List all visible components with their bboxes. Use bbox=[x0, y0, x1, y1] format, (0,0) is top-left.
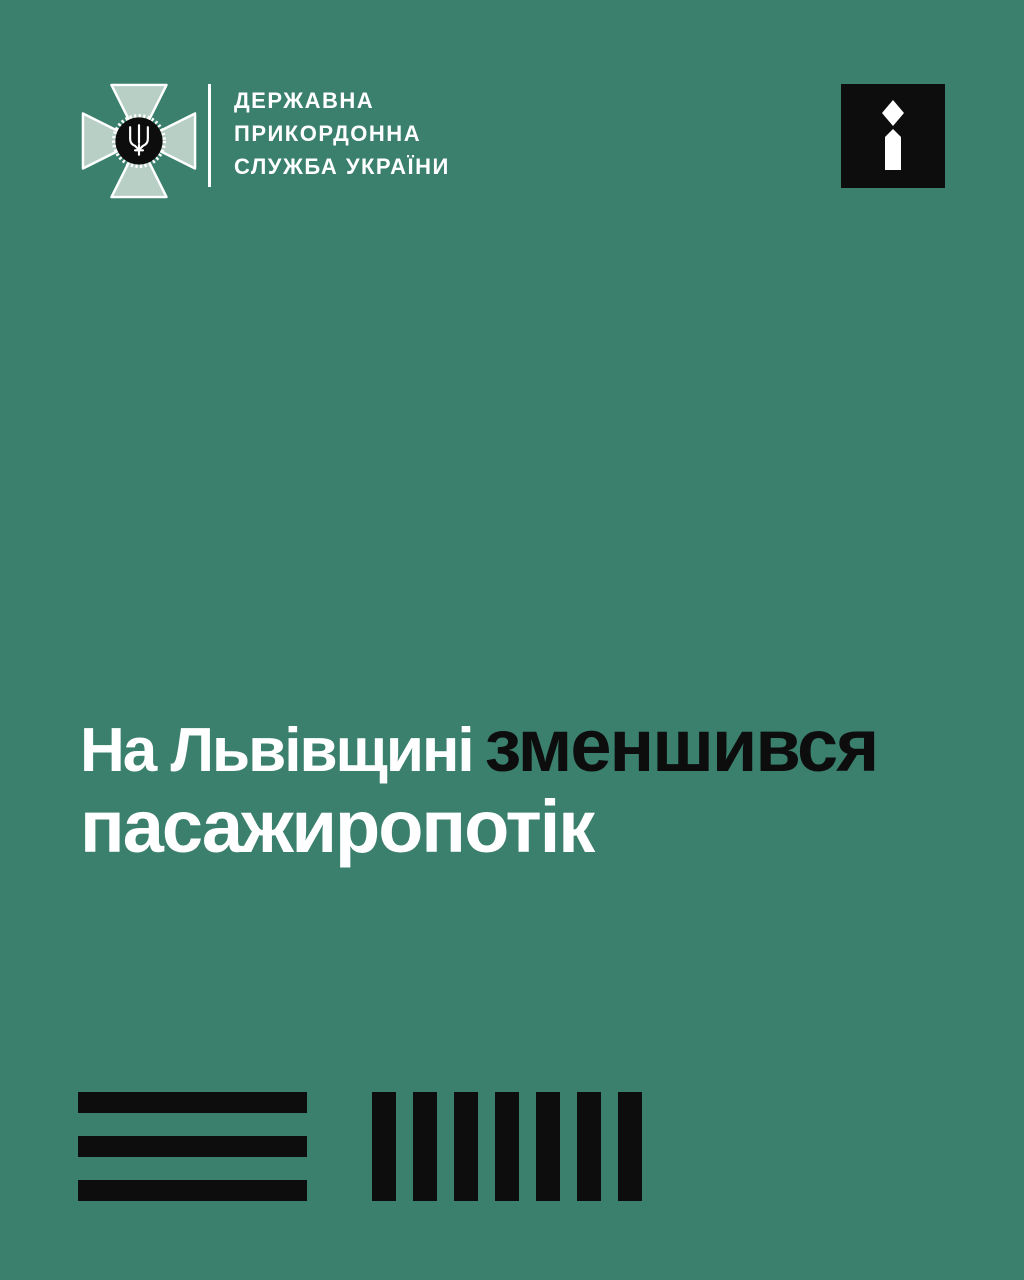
horizontal-bar bbox=[78, 1136, 307, 1157]
vertical-bar bbox=[372, 1092, 396, 1201]
headline-part-white-1: На Львівщині bbox=[80, 716, 473, 785]
org-name-line-3: СЛУЖБА УКРАЇНИ bbox=[234, 154, 450, 179]
org-name-line-2: ПРИКОРДОННА bbox=[234, 121, 422, 146]
horizontal-bars-decoration bbox=[78, 1092, 307, 1201]
horizontal-bar bbox=[78, 1092, 307, 1113]
vertical-bars-decoration bbox=[372, 1092, 642, 1201]
info-brand-icon bbox=[841, 84, 945, 188]
logo-divider bbox=[208, 84, 211, 187]
horizontal-bar bbox=[78, 1180, 307, 1201]
vertical-bar bbox=[495, 1092, 519, 1201]
headline-line-2 bbox=[80, 785, 877, 868]
vertical-bar bbox=[454, 1092, 478, 1201]
vertical-bar bbox=[577, 1092, 601, 1201]
border-guard-emblem-icon bbox=[80, 82, 198, 200]
org-name-line-1: ДЕРЖАВНА bbox=[234, 88, 375, 113]
vertical-bar bbox=[618, 1092, 642, 1201]
headline-part-white-2: пасажиропотік bbox=[80, 785, 594, 868]
vertical-bar bbox=[413, 1092, 437, 1201]
vertical-bar bbox=[536, 1092, 560, 1201]
headline-line-1 bbox=[80, 704, 878, 789]
headline-part-black: зменшився bbox=[484, 704, 878, 787]
headline bbox=[80, 704, 878, 868]
org-name bbox=[234, 84, 450, 183]
